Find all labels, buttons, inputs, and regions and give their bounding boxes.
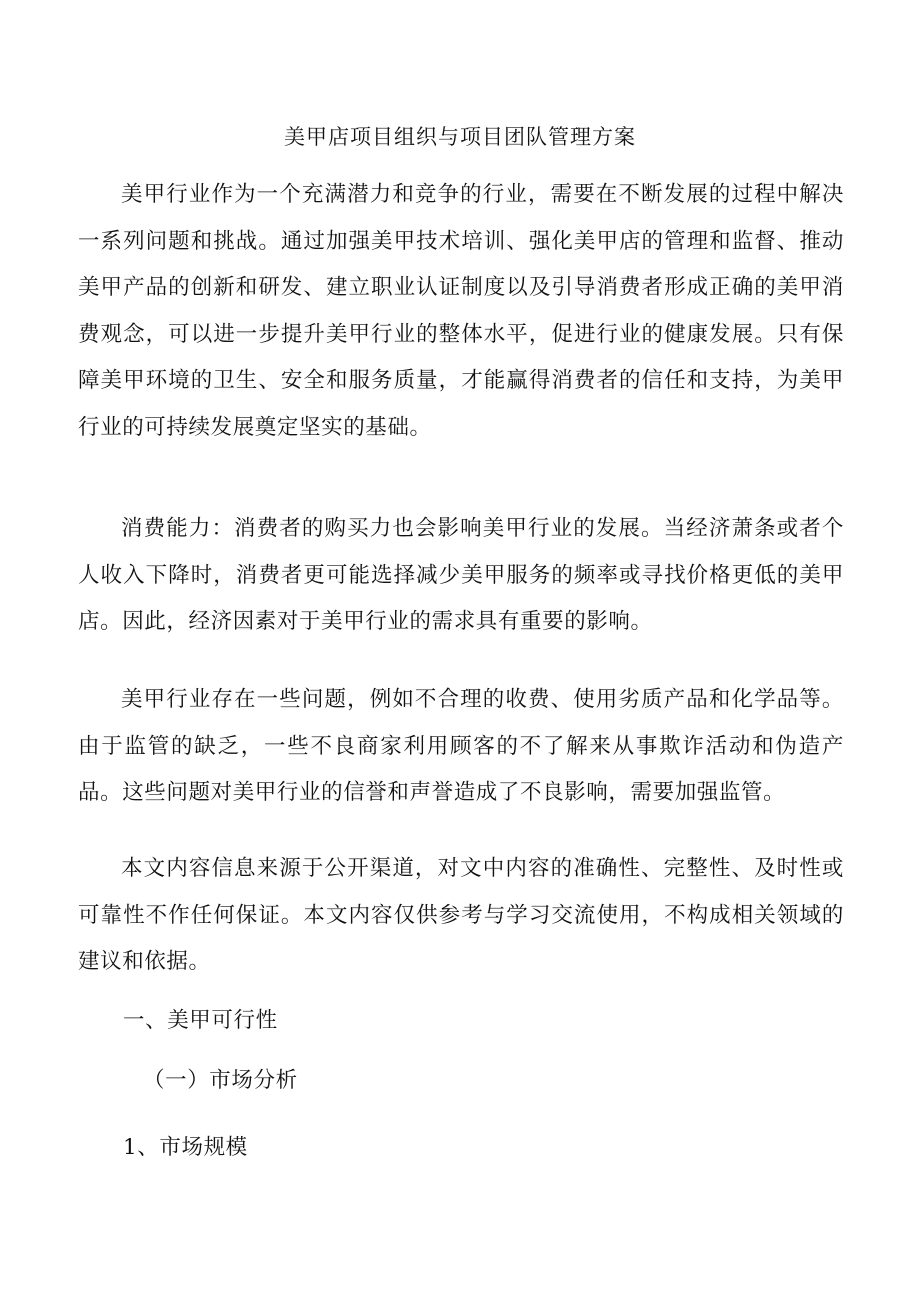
document-title: 美甲店项目组织与项目团队管理方案	[284, 125, 636, 149]
consumption-paragraph: 消费能力：消费者的购买力也会影响美甲行业的发展。当经济萧条或者个人收入下降时，消费者更可能选择减少美甲服务的频率或寻找价格更低的美甲店。因此，经济因素对于美甲行业的需求具有重要的影响。	[78, 516, 844, 634]
intro-paragraph: 美甲行业作为一个充满潜力和竞争的行业，需要在不断发展的过程中解决一系列问题和挑战。通过加强美甲技术培训、强化美甲店的管理和监督、推动美甲产品的创新和研发、建立职业认证制度以及引导消费者形成正确的美甲消费观念，可以进一步提升美甲行业的整体水平，促进行业的健康发展。只有保障美甲环境的卫生、安全和服务质量，才能赢得消费者的信任和支持，为美甲行业的可持续发展奠定坚实的基础。	[78, 182, 844, 440]
item-heading: 1、市场规模	[123, 1135, 248, 1160]
industry-issues-paragraph: 美甲行业存在一些问题，例如不合理的收费、使用劣质产品和化学品等。由于监管的缺乏，一些不良商家利用顾客的不了解来从事欺诈活动和伪造产品。这些问题对美甲行业的信誉和声誉造成了不良影响，需要加强监管。	[78, 687, 844, 805]
section-heading: 一、美甲可行性	[123, 1008, 278, 1033]
subsection-heading: （一）市场分析	[143, 1068, 298, 1093]
disclaimer-paragraph: 本文内容信息来源于公开渠道，对文中内容的准确性、完整性、及时性或可靠性不作任何保证。本文内容仅供参考与学习交流使用，不构成相关领域的建议和依据。	[78, 856, 844, 974]
